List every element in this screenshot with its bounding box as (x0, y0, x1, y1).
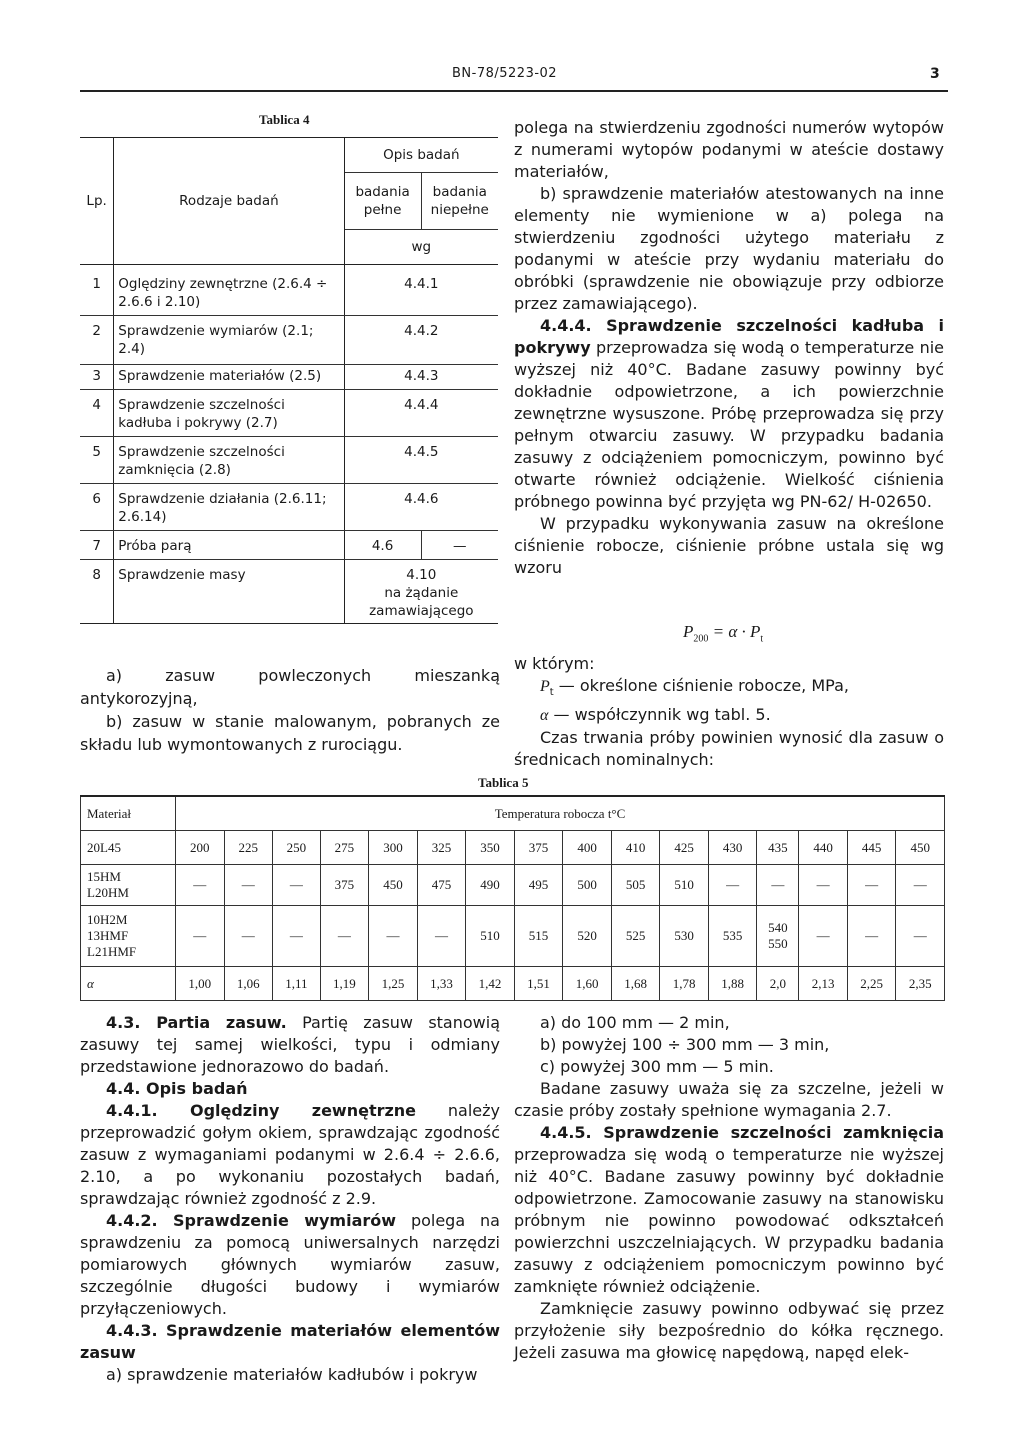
paragraph: w którym: (514, 654, 595, 673)
table-cell: — (757, 865, 799, 906)
paragraph: Zamknięcie zasuwy powinno odbywać się przez przyłożenie siły bezpośrednio do kółka ręcznego. Jeżeli zasuwa ma głowicę napędową, napęd elek- (514, 1299, 944, 1362)
row-lp: 8 (80, 560, 114, 624)
table5 (80, 795, 945, 1001)
bottom-right-text: a) do 100 mm — 2 min, b) powyżej 100 ÷ 300 mm — 3 min, c) powyżej 300 mm — 5 min. Badane zasuwy uważa się za szczelne, jeżeli w czasie próby zostały spełnione wymagania 2.7. 4.4.5. Sprawdzenie szczelności zamknięcia przeprowadza się wodą o temperaturze nie wyższej niż 40°C. Badane zasuwy powinny być dokładnie odpowietrzone. Zamocowanie zasuwy na stanowisku próbnym nie powinno powodować odkształceń powierzchni uszczelniających. W przypadku badania zasuwy z odciążeniem pomocniczym powinno być zamknięte również odciążenie. Zamknięcie zasuwy powinno odbywać się przez przyłożenie siły bezpośrednio do kółka ręcznego. Jeżeli zasuwa ma głowicę napędową, napęd elek- (514, 1013, 944, 1362)
section-heading: 4.4. Opis badań (106, 1079, 248, 1098)
table-cell: — (799, 906, 848, 967)
table-cell: 430 (708, 831, 757, 865)
document-code: BN-78/5223-02 (452, 66, 558, 81)
table-row (80, 390, 498, 437)
table-row: α 1,00 1,06 1,11 1,19 1,25 1,33 1,42 1,51 1,60 1,68 1,78 1,88 2,0 2,13 2,25 2,35 (81, 967, 945, 1001)
table-cell: 410 (611, 831, 660, 865)
section-heading: 4.4.3. Sprawdzenie materiałów elementów zasuw (80, 1321, 500, 1362)
table5-header-temp: Temperatura robocza t°C (176, 796, 945, 831)
table-cell: 375 (320, 865, 369, 906)
right-column-text (514, 117, 944, 579)
bottom-left-text: 4.3. Partia zasuw. Partię zasuw stanowią zasuwy tej samej wielkości, typu i odmiany przedstawione jednorazowo do badań. 4.4. Opis badań 4.4.1. Oględziny zewnętrzne należy przeprowadzić gołym okiem, sprawdzając zgodność zasuw z wymaganiami podanymi w 2.6.4 ÷ 2.6.6, 2.10, a po wykonaniu pozostałych badań, sprawdzając również zgodność z 2.9. 4.4.2. Sprawdzenie wymiarów polega na sprawdzeniu za pomocą uniwersalnych narzędzi pomiarowych głównych wymiarów zasuw, szczególnie długości budowy i wymiarów przyłączeniowych. 4.4.3. Sprawdzenie materiałów elementów zasuw a) sprawdzenie materiałów kadłubów i pokryw (80, 1013, 501, 1384)
row-lp: 2 (80, 316, 114, 365)
table-cell: 530 (660, 906, 709, 967)
row-lp: 4 (80, 390, 114, 437)
table-cell: 2,25 (847, 967, 896, 1001)
table4-header-lp: Lp. (80, 138, 114, 265)
paragraph: Czas trwania próby powinien wynosić dla zasuw o średnicach nominalnych: (514, 728, 944, 770)
table-row (80, 365, 498, 390)
row-ref: 4.4.5 (344, 437, 498, 484)
table-cell: 2,35 (896, 967, 945, 1001)
table5-header-material: Materiał (81, 796, 176, 831)
table-cell: 225 (224, 831, 273, 865)
table-cell: 2,13 (799, 967, 848, 1001)
table-cell: — (799, 865, 848, 906)
table-cell: 2,0 (757, 967, 799, 1001)
table-cell: 515 (514, 906, 563, 967)
row-lp: 5 (80, 437, 114, 484)
row-ref: 4.4.2 (344, 316, 498, 365)
table-cell: — (224, 906, 273, 967)
row-name: Sprawdzenie materiałów (2.5) (114, 365, 344, 390)
table5-caption: Tablica 5 (478, 775, 529, 790)
table4-caption: Tablica 4 (259, 112, 310, 127)
list-item: c) powyżej 300 mm — 5 min. (540, 1057, 774, 1076)
table-row (80, 531, 498, 560)
table-cell: 250 (273, 831, 321, 865)
row-lp: 1 (80, 265, 114, 316)
table-cell: 1,19 (320, 967, 369, 1001)
row-ref: 4.4.4 (344, 390, 498, 437)
table-cell: — (417, 906, 466, 967)
table-cell: 1,42 (466, 967, 515, 1001)
table-cell: 1,51 (514, 967, 563, 1001)
left-column-text (80, 664, 500, 756)
table-cell: 510 (660, 865, 709, 906)
table-cell: 490 (466, 865, 515, 906)
table-cell: 1,06 (224, 967, 273, 1001)
table4 (80, 137, 498, 624)
paragraph: Badane zasuwy uważa się za szczelne, jeżeli w czasie próby zostały spełnione wymagania 2.7. (514, 1079, 944, 1120)
list-item: a) zasuw powleczonych mieszanką antykorozyjną, (80, 666, 500, 708)
paragraph: W przypadku wykonywania zasuw na określone ciśnienie robocze, ciśnienie próbne ustala się wg wzoru (514, 514, 944, 577)
row-ref-partial: — (421, 531, 498, 560)
table-cell: — (176, 906, 225, 967)
table-cell: 1,33 (417, 967, 466, 1001)
table-row: 15HM L20HM — — — 375 450 475 490 495 500 505 510 — — — — — (81, 865, 945, 906)
table-cell: 1,88 (708, 967, 757, 1001)
table-cell: — (273, 906, 321, 967)
table-cell: 1,00 (176, 967, 225, 1001)
table-cell: 500 (563, 865, 612, 906)
row-name: Sprawdzenie wymiarów (2.1; 2.4) (114, 316, 344, 365)
table-cell: 300 (369, 831, 418, 865)
list-item: a) sprawdzenie materiałów kadłubów i pokryw (106, 1365, 478, 1384)
row-name: Próba parą (114, 531, 344, 560)
table-cell: 435 (757, 831, 799, 865)
table-cell: 1,68 (611, 967, 660, 1001)
table-row: 20L45 200 225 250 275 300 325 350 375 400 410 425 430 435 440 445 450 (81, 831, 945, 865)
row-lp: 7 (80, 531, 114, 560)
page-number: 3 (930, 66, 940, 82)
table-cell: 540 550 (757, 906, 799, 967)
list-item: a) do 100 mm — 2 min, (540, 1013, 730, 1032)
table-cell: — (896, 865, 945, 906)
table4-header-pelne: badania pełne (344, 173, 421, 230)
row-ref: 4.4.6 (344, 484, 498, 531)
list-item: b) powyżej 100 ÷ 300 mm — 3 min, (540, 1035, 830, 1054)
table-cell: — (224, 865, 273, 906)
table-row (80, 437, 498, 484)
formula-definitions: w którym: $P_t$ — określone ciśnienie robocze, MPa, α — współczynnik wg tabl. 5. Czas trwania próby powinien wynosić dla zasuw o średnicach nominalnych: (514, 654, 944, 770)
table-cell: 475 (417, 865, 466, 906)
row-name: Sprawdzenie szczelności kadłuba i pokrywy (2.7) (114, 390, 344, 437)
table-row (80, 560, 498, 624)
row-ref: 4.10 (406, 567, 437, 583)
table-cell: — (369, 906, 418, 967)
list-item: b) zasuw w stanie malowanym, pobranych ze składu lub wymontowanych z rurociągu. (80, 712, 500, 754)
table-cell: 425 (660, 831, 709, 865)
row-name: Sprawdzenie masy (114, 560, 344, 624)
row-name: Sprawdzenie szczelności zamknięcia (2.8) (114, 437, 344, 484)
table-cell: 375 (514, 831, 563, 865)
row-ref: 4.4.1 (344, 265, 498, 316)
table-cell: — (320, 906, 369, 967)
table4-header-opis: Opis badań (344, 138, 498, 173)
table-cell: — (176, 865, 225, 906)
table-cell: — (273, 865, 321, 906)
paragraph: b) sprawdzenie materiałów atestowanych na inne elementy nie wymienione w a) polega na stwierdzeniu zgodności użytego materiału z podanymi w ateście przy wydaniu materiału do obróbki (sprawdzenie nie obowiązuje przy odbiorze przez zamawiającego). (514, 184, 944, 313)
row-ref: 4.4.3 (344, 365, 498, 390)
table-row (80, 484, 498, 531)
table-cell: 440 (799, 831, 848, 865)
row-lp: 3 (80, 365, 114, 390)
table-cell: 1,60 (563, 967, 612, 1001)
table-cell: 520 (563, 906, 612, 967)
row-name: Oględziny zewnętrzne (2.6.4 ÷ 2.6.6 i 2.10) (114, 265, 344, 316)
table-row (80, 316, 498, 365)
table-cell: 350 (466, 831, 515, 865)
table-cell: 1,25 (369, 967, 418, 1001)
table-cell: 450 (369, 865, 418, 906)
table4-header-niepelne: badania niepełne (421, 173, 498, 230)
table-cell: 325 (417, 831, 466, 865)
table-cell: 535 (708, 906, 757, 967)
table-row: 10H2M 13HMF L21HMF — — — — — — 510 515 520 525 530 535 540 550 — — — (81, 906, 945, 967)
table-cell: 505 (611, 865, 660, 906)
row-ref-note: na żądanie zamawiającego (369, 585, 474, 620)
table-cell: 495 (514, 865, 563, 906)
table-row (80, 265, 498, 316)
row-ref-full: 4.6 (344, 531, 421, 560)
table-cell: 1,11 (273, 967, 321, 1001)
table-cell: 200 (176, 831, 225, 865)
header-rule (80, 90, 948, 92)
table-cell: 450 (896, 831, 945, 865)
table-cell: 275 (320, 831, 369, 865)
table-cell: 510 (466, 906, 515, 967)
paragraph: polega na stwierdzeniu zgodności numerów wytopów z numerami wytopów podanymi w ateście dostawy materiałów, (514, 118, 944, 181)
row-name: Sprawdzenie działania (2.6.11; 2.6.14) (114, 484, 344, 531)
table-cell: 525 (611, 906, 660, 967)
table-cell: — (896, 906, 945, 967)
table-cell: — (847, 865, 896, 906)
table-cell: 1,78 (660, 967, 709, 1001)
table-cell: — (708, 865, 757, 906)
row-lp: 6 (80, 484, 114, 531)
table-cell: 400 (563, 831, 612, 865)
formula: $P_{200} = \alpha \cdot P_t$ (683, 622, 764, 645)
table-cell: 445 (847, 831, 896, 865)
table-cell: — (847, 906, 896, 967)
table4-header-wg: wg (344, 230, 498, 265)
section-heading: 4.4.4. Sprawdzenie szczelności kadłuba i pokrywy (514, 316, 944, 357)
paragraph: przeprowadza się wodą o temperaturze nie wyższej niż 40°C. Badane zasuwy powinny być dokładnie odpowietrzone, a ich powierzchnie zewnętrzne wysuszone. Próbę przeprowadza się przy pełnym otwarciu zasuwy. W przypadku badania zasuwy z odciążeniem pomocniczym, powinno być otwarte również odciążenie. Wielkość ciśnienia próbnego powinna być przyjęta wg PN-62/ H-02650. (514, 338, 944, 511)
table4-header-rodzaje: Rodzaje badań (114, 138, 344, 265)
